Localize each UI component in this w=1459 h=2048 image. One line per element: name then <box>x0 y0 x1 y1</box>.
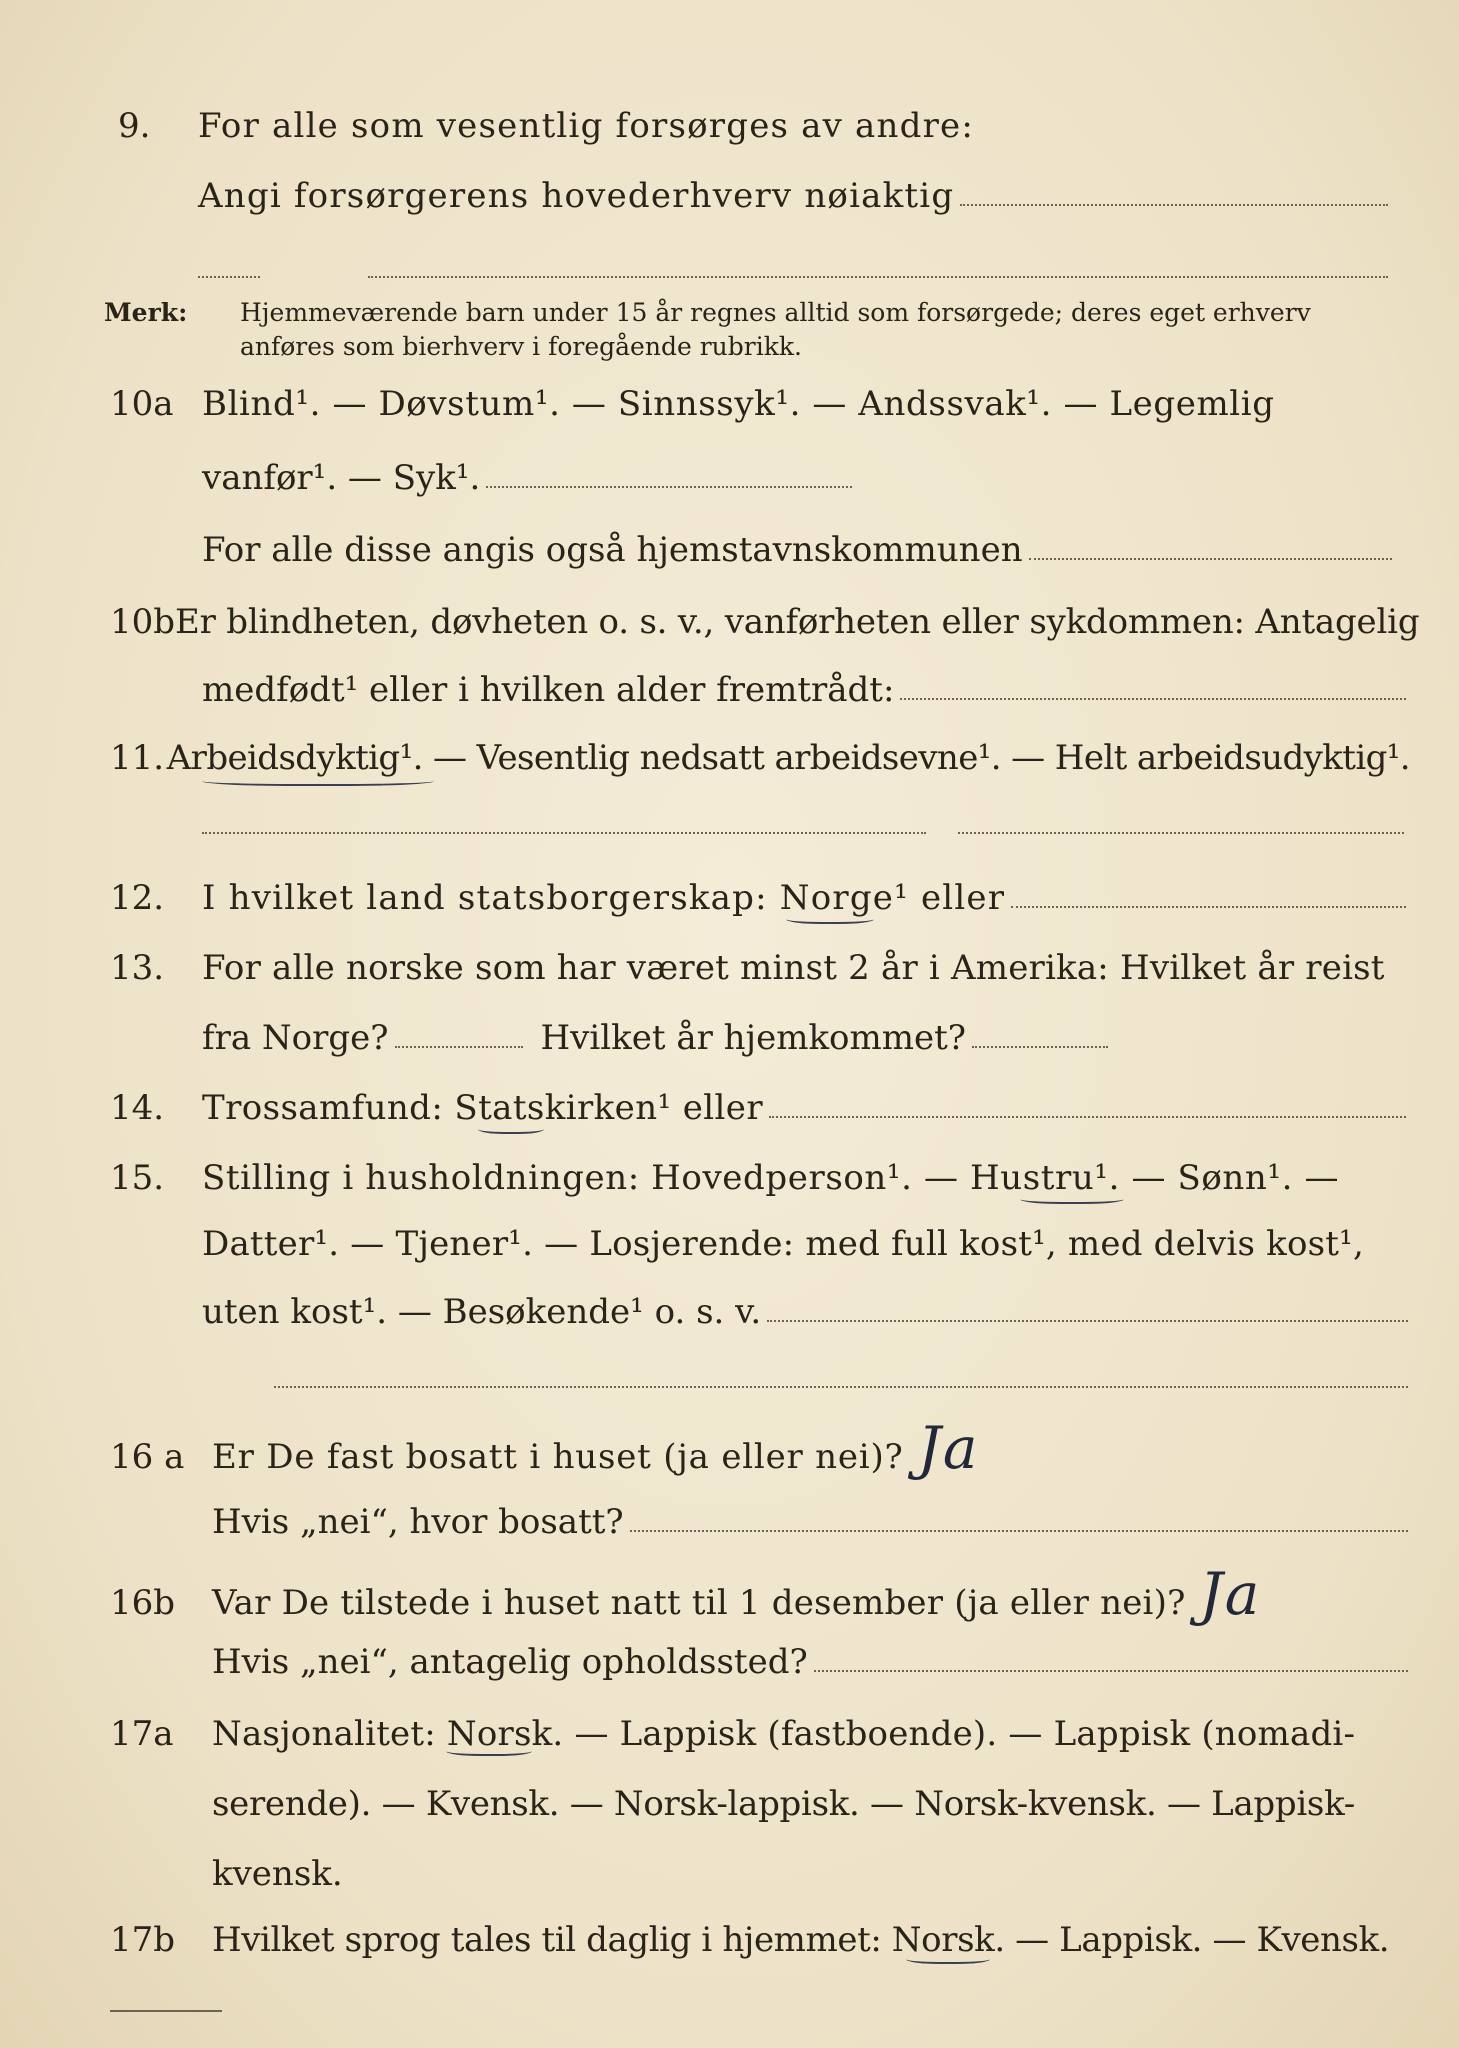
q12-number: 12. <box>110 878 165 918</box>
norsk-nationality-handwritten-underline <box>446 1744 532 1756</box>
q9-answer-field-2b[interactable] <box>368 276 1388 278</box>
q16a-line2 <box>212 1500 1408 1544</box>
q17a-line2 <box>212 1782 1408 1826</box>
hustru-handwritten-underline <box>1020 1192 1124 1204</box>
q16a-line1 <box>110 1414 1410 1482</box>
q9-number: 9. <box>118 106 151 146</box>
q15-text-2: Datter¹. — Tjener¹. — Losjerende: med full kost¹, med delvis kost¹, <box>202 1224 1364 1264</box>
arbeidsdyktig-handwritten-underline <box>202 774 434 786</box>
q17b-text-1: Hvilket sprog tales til daglig i hjemmet: Norsk. — Lappisk. — Kvensk. <box>212 1920 1390 1960</box>
q9-text-1: For alle som vesentlig forsørges av andre: <box>198 106 975 146</box>
q14-line1 <box>110 1086 1406 1130</box>
q17a-line3 <box>212 1852 812 1896</box>
merk-label: Merk: <box>104 298 188 327</box>
q11-number: 11. <box>110 738 165 778</box>
q13-number: 13. <box>110 948 165 988</box>
merk-text-1: Hjemmeværende barn under 15 år regnes alltid som forsørgede; deres eget erhverv <box>240 298 1311 327</box>
q9-answer-field[interactable] <box>960 204 1388 206</box>
q17b-number: 17b <box>110 1920 176 1960</box>
q15-text-3: uten kost¹. — Besøkende¹ o. s. v. <box>202 1292 762 1332</box>
q15-line1 <box>110 1156 1410 1200</box>
q15-answer-field[interactable] <box>767 1320 1408 1322</box>
q17a-text-1: Nasjonalitet: Norsk. — Lappisk (fastboende). — Lappisk (nomadi- <box>212 1714 1356 1754</box>
q9-text-2: Angi forsørgerens hovederhverv nøiaktig <box>198 176 955 216</box>
q14-number: 14. <box>110 1088 165 1128</box>
q10a-text-1: Blind¹. — Døvstum¹. — Sinnssyk¹. — Andssvak¹. — Legemlig <box>202 384 1275 424</box>
q13-year-left-field[interactable] <box>395 1046 523 1048</box>
q13-text-2a: fra Norge? <box>202 1018 389 1058</box>
q17a-text-3: kvensk. <box>212 1854 343 1894</box>
q10b-line2 <box>202 668 1406 712</box>
q17a-text-2: serende). — Kvensk. — Norsk-lappisk. — Norsk-kvensk. — Lappisk- <box>212 1784 1355 1824</box>
q10b-number: 10b <box>110 602 176 642</box>
q11-answer-field-b[interactable] <box>958 832 1404 834</box>
q16b-number: 16b <box>110 1583 176 1623</box>
footnote-separator <box>110 2010 222 2012</box>
merk-line1 <box>104 296 1404 330</box>
q10a-line3 <box>202 528 1392 572</box>
q16b-text-2: Hvis „nei“, antagelig opholdssted? <box>212 1642 808 1682</box>
q10a-line1 <box>110 382 1410 426</box>
q16b-answer-field[interactable] <box>814 1670 1408 1672</box>
q12-line1 <box>110 876 1406 920</box>
q16b-line2 <box>212 1640 1408 1684</box>
q15-number: 15. <box>110 1158 165 1198</box>
q15-answer-field-2[interactable] <box>274 1386 1408 1388</box>
merk-line2 <box>240 330 1340 364</box>
q10a-line2 <box>202 456 852 500</box>
q9-line2 <box>198 174 1388 218</box>
q16a-answer-field[interactable] <box>630 1530 1408 1532</box>
q10b-line1 <box>110 600 1420 644</box>
q10a-municipality-field[interactable] <box>1029 558 1392 560</box>
q17b-line1 <box>110 1918 1410 1962</box>
q16a-number: 16 a <box>110 1437 185 1477</box>
q14-answer-field[interactable] <box>769 1116 1406 1118</box>
q10b-answer-field[interactable] <box>900 698 1406 700</box>
q12-text-1: I hvilket land statsborgerskap: Norge¹ eller <box>202 878 1006 918</box>
q11-answer-field-a[interactable] <box>202 832 926 834</box>
q13-text-2b: Hvilket år hjemkommet? <box>540 1018 967 1058</box>
q10b-text-2: medfødt¹ eller i hvilken alder fremtrådt: <box>202 670 895 710</box>
q10a-text-3: For alle disse angis også hjemstavnskommunen <box>202 530 1023 570</box>
q15-text-1: Stilling i husholdningen: Hovedperson¹. — Hustru¹. — Sønn¹. — <box>202 1158 1340 1198</box>
q12-answer-field[interactable] <box>1011 906 1406 908</box>
merk-text-2: anføres som bierhverv i foregående rubrikk. <box>240 332 802 361</box>
q16a-handwritten-answer: Ja <box>917 1414 980 1482</box>
norsk-language-handwritten-underline <box>906 1952 990 1964</box>
q13-text-1: For alle norske som har været minst 2 år i Amerika: Hvilket år reist <box>202 948 1385 988</box>
q15-line3 <box>202 1290 1408 1334</box>
q9-answer-field-2a[interactable] <box>198 276 260 278</box>
q10a-number: 10a <box>110 384 174 424</box>
q10a-text-2: vanfør¹. — Syk¹. <box>202 458 481 498</box>
q17a-line1 <box>110 1712 1410 1756</box>
q13-line2 <box>202 1016 1108 1060</box>
q9-line1 <box>118 104 1078 148</box>
q16a-text-1: Er De fast bosatt i huset (ja eller nei)? <box>212 1437 904 1477</box>
q14-text-1: Trossamfund: Statskirken¹ eller <box>202 1088 763 1128</box>
q16b-text-1: Var De tilstede i huset natt til 1 desember (ja eller nei)? <box>212 1583 1186 1623</box>
q16b-handwritten-answer: Ja <box>1199 1560 1262 1628</box>
q17a-number: 17a <box>110 1714 174 1754</box>
q15-line2 <box>202 1222 1408 1266</box>
q13-year-returned-field[interactable] <box>972 1046 1108 1048</box>
statskirken-handwritten-underline <box>478 1122 544 1134</box>
q13-line1 <box>110 946 1410 990</box>
q10b-text-1: Er blindheten, døvheten o. s. v., vanførheten eller sykdommen: Antagelig <box>175 602 1420 642</box>
q16b-line1 <box>110 1560 1410 1628</box>
q11-text-1: Arbeidsdyktig¹. — Vesentlig nedsatt arbeidsevne¹. — Helt arbeidsudyktig¹. <box>166 738 1410 778</box>
q16a-text-2: Hvis „nei“, hvor bosatt? <box>212 1502 624 1542</box>
norge-handwritten-underline <box>786 912 874 924</box>
q10a-answer-field[interactable] <box>486 486 852 488</box>
